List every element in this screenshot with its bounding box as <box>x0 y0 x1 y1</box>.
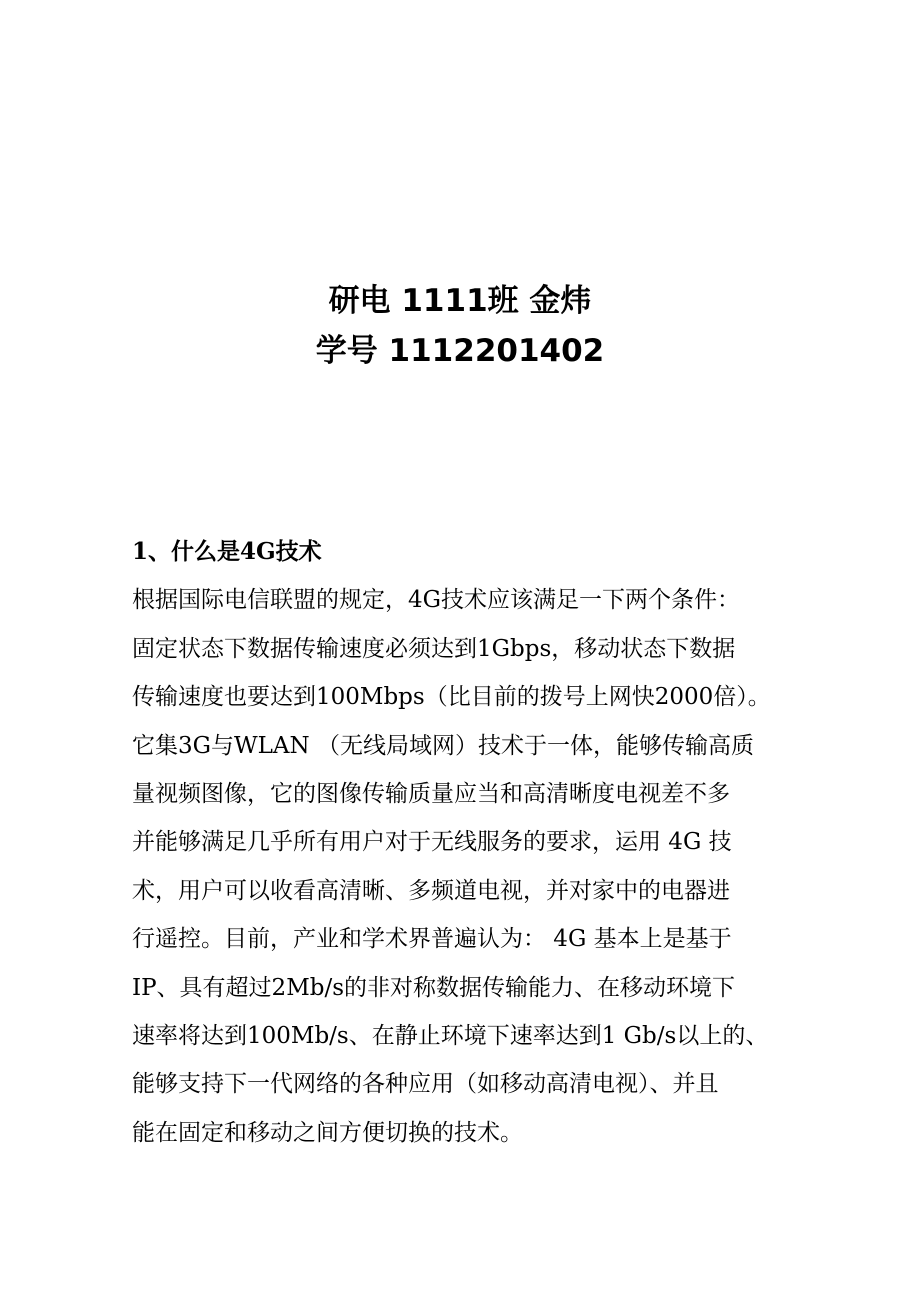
paragraph-line: 术，用户可以收看高清晰、多频道电视，并对家中的电器进 <box>132 877 730 904</box>
paragraph-line: 速率将达到100Mb/s、在静止环境下速率达到1 Gb/s以上的、 <box>132 1023 769 1050</box>
paragraph-line: IP、具有超过2Mb/s的非对称数据传输能力、在移动环境下 <box>132 974 736 1001</box>
paragraph-line: 行遥控。目前，产业和学术界普遍认为： 4G 基本上是基于 <box>132 926 732 953</box>
title-class-name: 研电 1111班 金炜 <box>328 283 592 319</box>
paragraph-line: 量视频图像，它的图像传输质量应当和高清晰度电视差不多 <box>132 781 730 808</box>
section-content <box>132 528 792 1157</box>
title-block <box>0 276 920 376</box>
paragraph-line: 它集3G与WLAN （无线局域网）技术于一体，能够传输高质 <box>132 732 754 759</box>
paragraph-line: 能在固定和移动之间方便切换的技术。 <box>132 1119 523 1146</box>
paragraph-line: 根据国际电信联盟的规定，4G技术应该满足一下两个条件： <box>132 587 741 614</box>
paragraph-line: 能够支持下一代网络的各种应用（如移动高清电视）、并且 <box>132 1071 719 1098</box>
paragraph-line: 固定状态下数据传输速度必须达到1Gbps，移动状态下数据 <box>132 635 736 662</box>
paragraph-line: 并能够满足几乎所有用户对于无线服务的要求，运用 4G 技 <box>132 829 732 856</box>
section-heading: 1、什么是4G技术 <box>132 538 322 565</box>
paragraph-line: 传输速度也要达到100Mbps（比目前的拨号上网快2000倍）。 <box>132 684 771 711</box>
title-student-id: 学号 1112201402 <box>315 333 605 369</box>
